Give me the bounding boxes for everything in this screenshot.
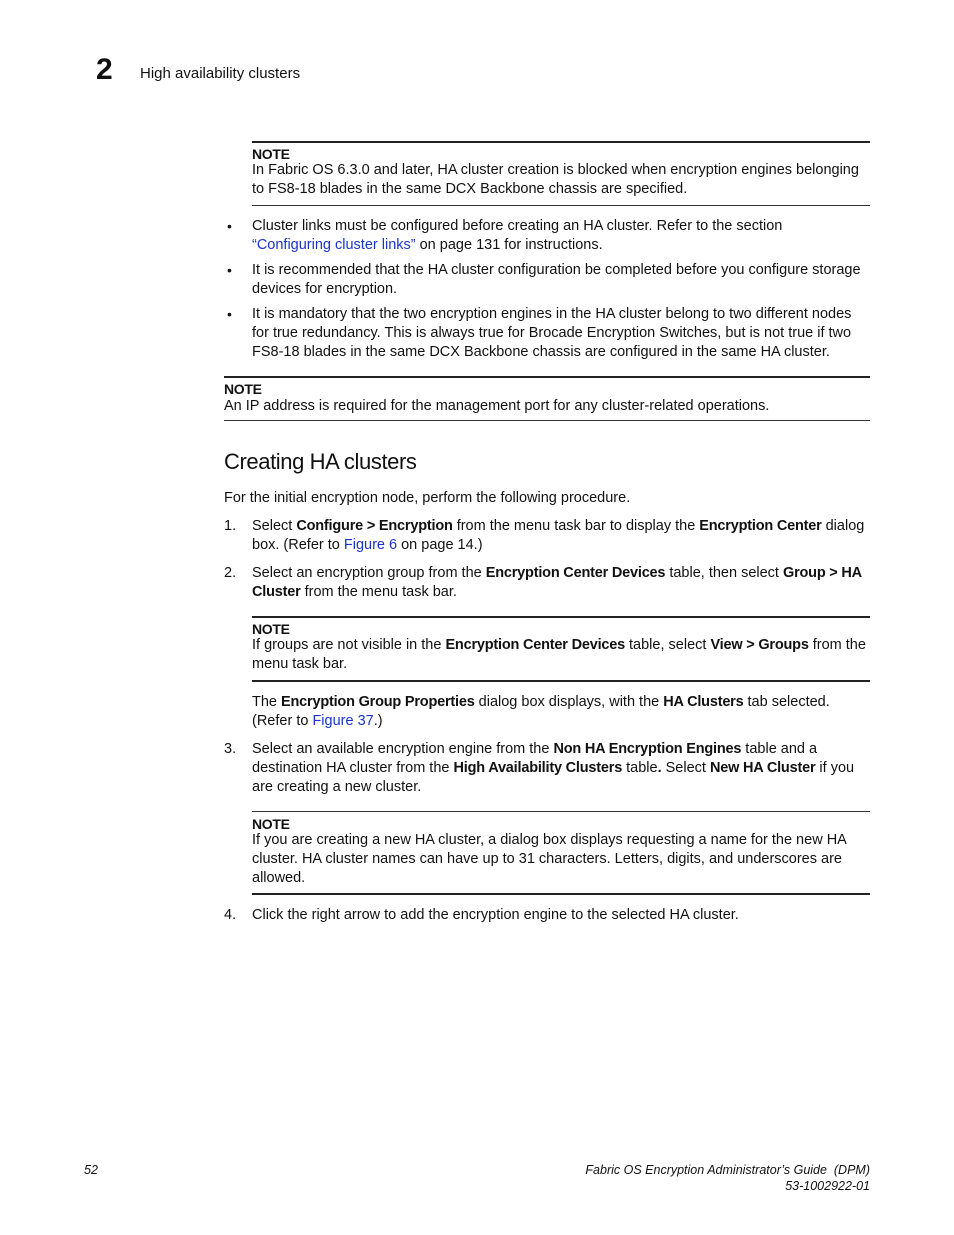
note-label: NOTE xyxy=(252,621,290,637)
running-header: High availability clusters xyxy=(140,65,301,82)
note-label: NOTE xyxy=(224,381,262,397)
ui-term: HA Clusters xyxy=(663,694,744,710)
text-run: from the menu task bar. xyxy=(300,583,457,600)
step-text xyxy=(252,740,872,796)
text-run: table xyxy=(622,759,658,776)
ui-term: High Availability Clusters xyxy=(453,759,623,776)
text-run: table and a destination HA cluster from the xyxy=(252,741,818,776)
note-text: An IP address is required for the management port for any cluster-related operations. xyxy=(224,398,770,414)
step-text xyxy=(252,517,872,555)
bullet-text-tail: on page 131 for instructions. xyxy=(415,236,603,253)
ui-term: Non HA Encryption Engines xyxy=(553,741,742,757)
text-run: . xyxy=(657,759,662,776)
bullet-marker: • xyxy=(227,306,232,322)
text-run: Select xyxy=(252,518,297,534)
note-label: NOTE xyxy=(252,816,290,832)
chapter-number: 2 xyxy=(96,53,113,86)
text-run: Select xyxy=(661,759,710,776)
bullet-item: It is recommended that the HA cluster configuration be completed before you configure storage devices for encryption. xyxy=(252,262,861,297)
ui-term: Encryption Center xyxy=(699,518,822,534)
ui-term: Encryption Center Devices xyxy=(485,565,666,581)
bullet-item xyxy=(252,217,872,255)
text-run: If groups are not visible in the xyxy=(252,637,446,653)
step-text xyxy=(252,564,872,602)
text-run: dialog box. (Refer to xyxy=(252,518,865,553)
text-run: .) xyxy=(373,712,383,729)
note-top-rule xyxy=(224,376,870,378)
ui-term: Configure > Encryption xyxy=(296,518,453,534)
note-text: If you are creating a new HA cluster, a dialog box displays requesting a name for the new HA cluster. HA cluster names can have up to 31 characters. Letters, digits, and underscores are allowed. xyxy=(252,832,847,886)
bullet-marker: • xyxy=(227,218,232,234)
figure-link[interactable]: Figure 6 xyxy=(343,536,398,553)
text-run: Select an encryption group from the xyxy=(252,565,486,581)
ui-term: Encryption Group Properties xyxy=(281,694,475,710)
book-title: Fabric OS Encryption Administrator’s Guide (DPM) xyxy=(585,1163,870,1177)
text-run: dialog box displays, with the xyxy=(474,694,664,710)
text-run: on page 14.) xyxy=(397,536,483,553)
ui-term: View > Groups xyxy=(710,637,809,653)
bullet-item: It is mandatory that the two encryption engines in the HA cluster belong to two different nodes for true redundancy. This is always true for Brocade Encryption Switches, but is not true if two FS8-18 blades in the same DCX Backbone chassis are configured in the same HA cluster. xyxy=(252,306,852,360)
text-run: if you are creating a new cluster. xyxy=(252,759,855,795)
step-continuation xyxy=(252,693,872,731)
text-run: The xyxy=(252,694,282,710)
text-run: tab selected. (Refer to xyxy=(252,694,830,729)
doc-number: 53-1002922-01 xyxy=(785,1179,870,1193)
note-bottom-rule xyxy=(252,205,870,206)
note-top-rule xyxy=(252,811,870,812)
step-text: Click the right arrow to add the encryption engine to the selected HA cluster. xyxy=(252,907,739,923)
figure-link[interactable]: Figure 37 xyxy=(312,712,374,729)
bullet-marker: • xyxy=(227,262,232,278)
text-run: table, then select xyxy=(665,565,783,581)
step-number: 1. xyxy=(224,518,237,534)
note-text: In Fabric OS 6.3.0 and later, HA cluster creation is blocked when encryption engines belonging to FS8-18 blades in the same DCX Backbone chassis are specified. xyxy=(252,162,859,197)
ui-term: New HA Cluster xyxy=(709,759,816,776)
cross-reference-link[interactable]: “Configuring cluster links” xyxy=(252,236,416,253)
note-top-rule xyxy=(252,616,870,618)
note-text xyxy=(252,636,872,674)
section-intro: For the initial encryption node, perform the following procedure. xyxy=(224,490,631,506)
ui-term: Group > HA Cluster xyxy=(252,565,862,600)
step-number: 3. xyxy=(224,741,237,757)
note-bottom-rule xyxy=(224,420,870,421)
note-bottom-rule xyxy=(252,893,870,895)
section-heading: Creating HA clusters xyxy=(224,449,417,474)
text-run: table, select xyxy=(625,637,711,653)
bullet-text: Cluster links must be configured before creating an HA cluster. Refer to the section xyxy=(252,218,783,234)
text-run: from the menu task bar to display the xyxy=(452,518,700,534)
text-run: from the menu task bar. xyxy=(252,637,866,672)
page-number: 52 xyxy=(84,1163,98,1177)
ui-term: Encryption Center Devices xyxy=(445,637,625,653)
step-number: 4. xyxy=(224,907,237,923)
step-number: 2. xyxy=(224,565,237,581)
note-top-rule xyxy=(252,141,870,143)
note-label: NOTE xyxy=(252,146,290,162)
text-run: Select an available encryption engine from the xyxy=(252,741,554,757)
note-bottom-rule xyxy=(252,680,870,682)
